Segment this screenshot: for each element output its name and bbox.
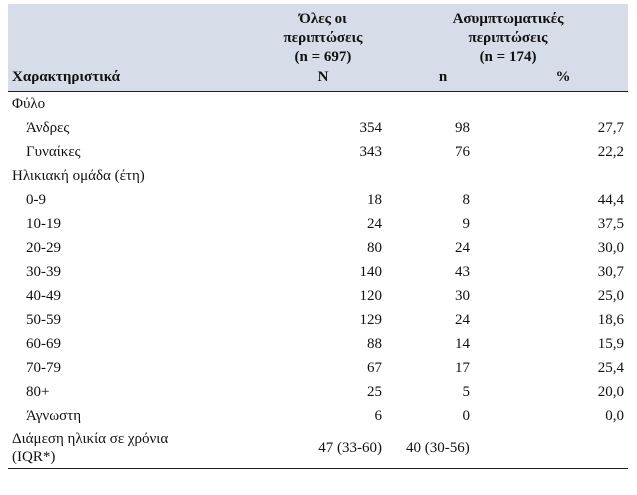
cell-asym: 5 bbox=[462, 383, 470, 400]
cell-pct: 25,4 bbox=[597, 359, 625, 376]
row-label: 60-69 bbox=[26, 335, 61, 352]
cell-pct: 22,2 bbox=[597, 143, 625, 160]
header-n-asym: n bbox=[388, 67, 528, 92]
cell-asym: 76 bbox=[455, 143, 470, 160]
header-asymptomatic-cases bbox=[388, 4, 628, 67]
cell-asym: 9 bbox=[462, 215, 470, 232]
table-row bbox=[8, 116, 628, 140]
table-body bbox=[8, 92, 628, 469]
cell-all: 80 bbox=[367, 239, 382, 256]
header-all-line3: (n = 697) bbox=[294, 49, 352, 65]
table-row bbox=[8, 140, 628, 164]
header-asym-line3: (n = 174) bbox=[479, 49, 537, 65]
cell-asym: 8 bbox=[462, 191, 470, 208]
cell-pct: 20,0 bbox=[597, 383, 625, 400]
table-row bbox=[8, 332, 628, 356]
table-row bbox=[8, 236, 628, 260]
cell-all: 354 bbox=[359, 119, 382, 136]
cell-asym: 24 bbox=[455, 311, 470, 328]
cell-all: 6 bbox=[374, 407, 382, 424]
row-label: 0-9 bbox=[26, 191, 46, 208]
cell-all: 67 bbox=[367, 359, 382, 376]
header-row-titles bbox=[8, 4, 628, 67]
cell-asym: 0 bbox=[462, 407, 470, 424]
row-label: 80+ bbox=[26, 383, 50, 400]
median-asym: 40 (30-56) bbox=[388, 428, 628, 469]
cell-pct: 0,0 bbox=[605, 407, 625, 424]
cell-all: 25 bbox=[367, 383, 382, 400]
table-row bbox=[8, 308, 628, 332]
table-row bbox=[8, 356, 628, 380]
cell-all: 88 bbox=[367, 335, 382, 352]
cell-asym: 17 bbox=[455, 359, 470, 376]
cell-pct: 27,7 bbox=[597, 119, 625, 136]
cell-all: 24 bbox=[367, 215, 382, 232]
row-label: 10-19 bbox=[26, 215, 61, 232]
median-label-line1: Διάμεση ηλικία σε χρόνια bbox=[12, 431, 169, 447]
header-n-all: N bbox=[258, 67, 388, 92]
table-row bbox=[8, 212, 628, 236]
median-label-line2: (IQR*) bbox=[12, 449, 56, 465]
row-label: Άγνωστη bbox=[26, 407, 82, 424]
section-label-sex: Φύλο bbox=[12, 95, 46, 112]
cell-asym: 98 bbox=[455, 119, 470, 136]
header-all-line2: περιπτώσεις bbox=[283, 30, 363, 46]
table-row bbox=[8, 260, 628, 284]
header-characteristics: Χαρακτηριστικά bbox=[8, 67, 258, 92]
cell-pct: 30,7 bbox=[597, 263, 625, 280]
table-header bbox=[8, 4, 628, 92]
median-label bbox=[8, 428, 258, 469]
cell-all: 120 bbox=[359, 287, 382, 304]
header-percent: % bbox=[528, 67, 628, 92]
cell-pct: 25,0 bbox=[597, 287, 625, 304]
row-label: 20-29 bbox=[26, 239, 61, 256]
table-row bbox=[8, 404, 628, 428]
cell-pct: 18,6 bbox=[597, 311, 625, 328]
cell-asym: 30 bbox=[455, 287, 470, 304]
cell-all: 129 bbox=[359, 311, 382, 328]
header-asym-line2: περιπτώσεις bbox=[468, 30, 548, 46]
cell-all: 343 bbox=[359, 143, 382, 160]
header-all-line1: Όλες οι bbox=[299, 11, 347, 27]
cell-pct: 15,9 bbox=[597, 335, 625, 352]
cell-asym: 24 bbox=[455, 239, 470, 256]
cell-pct: 44,4 bbox=[597, 191, 625, 208]
header-asym-line1: Ασυμπτωματικές bbox=[452, 11, 564, 27]
cell-asym: 14 bbox=[455, 335, 470, 352]
row-label: 50-59 bbox=[26, 311, 61, 328]
table-row bbox=[8, 188, 628, 212]
header-all-cases bbox=[258, 4, 388, 67]
median-row bbox=[8, 428, 628, 469]
characteristics-table-container bbox=[8, 4, 628, 469]
section-label-age: Ηλικιακή ομάδα (έτη) bbox=[12, 167, 145, 184]
header-empty-cell bbox=[8, 4, 258, 67]
cell-pct: 37,5 bbox=[597, 215, 625, 232]
cell-asym: 43 bbox=[455, 263, 470, 280]
row-label: Άνδρες bbox=[26, 119, 70, 136]
median-all: 47 (33-60) bbox=[258, 428, 388, 469]
cell-all: 18 bbox=[367, 191, 382, 208]
cell-all: 140 bbox=[359, 263, 382, 280]
table-row bbox=[8, 284, 628, 308]
cell-pct: 30,0 bbox=[597, 239, 625, 256]
row-label: 30-39 bbox=[26, 263, 61, 280]
row-label: Γυναίκες bbox=[26, 143, 81, 160]
section-row-age bbox=[8, 164, 628, 188]
characteristics-table bbox=[8, 4, 628, 469]
row-label: 70-79 bbox=[26, 359, 61, 376]
row-label: 40-49 bbox=[26, 287, 61, 304]
section-row-sex bbox=[8, 92, 628, 117]
table-row bbox=[8, 380, 628, 404]
header-row-labels bbox=[8, 67, 628, 92]
